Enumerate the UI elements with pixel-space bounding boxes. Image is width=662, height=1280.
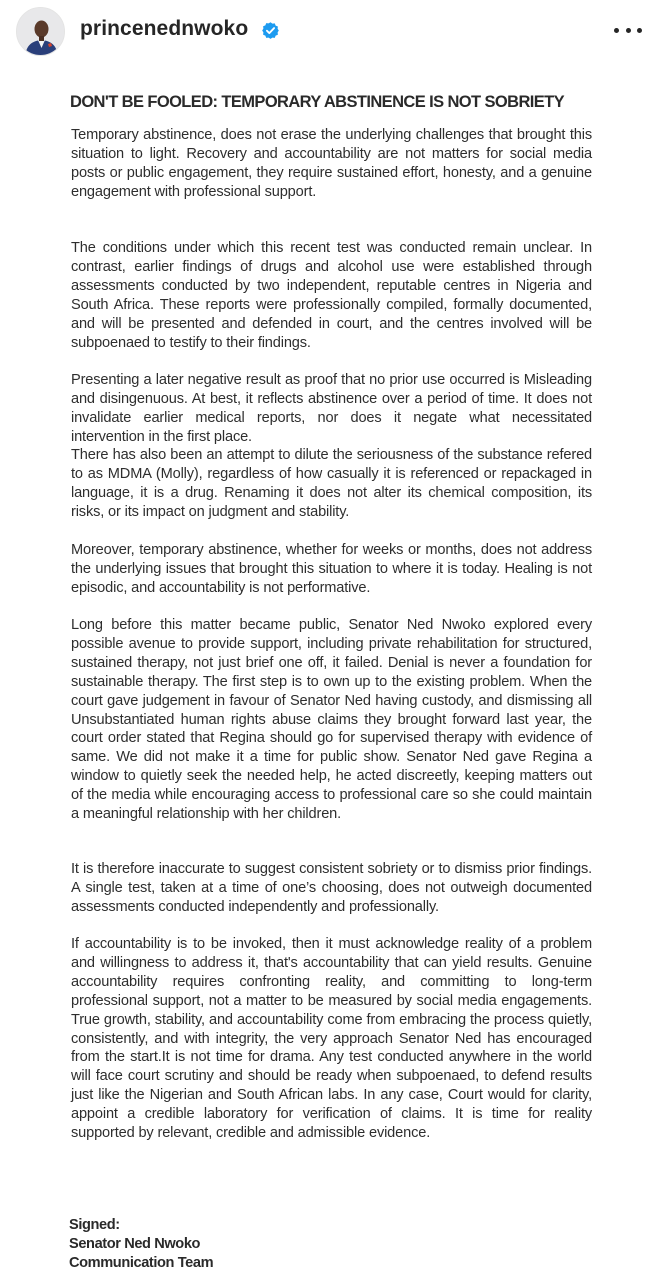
statement-document	[0, 62, 662, 1280]
signature-block	[69, 1216, 213, 1273]
paragraph: Moreover, temporary abstinence, whether for weeks or months, does not address the underlying issues that brought this situation to where it is today. Healing is not episodic, and accountability is not performative.	[71, 542, 592, 596]
paragraph: Presenting a later negative result as proof that no prior use occurred is Misleading and disingenuous. At best, it reflects abstinence over a period of time. It does not invalidate earlier medical reports, nor does it negate what necessitated intervention in the first place.	[71, 372, 592, 445]
more-horizontal-icon	[637, 28, 642, 33]
paragraph: If accountability is to be invoked, then it must acknowledge reality of a problem and willingness to address it, that's accountability that can yield results. Genuine accountability requires confronting reality, and committing to long-term professional support, not a matter to be measured by social media engagements. True growth, stability, and accountability come from embracing the process quietly, consistently, and with integrity, the very approach Senator Ned has encouraged from the start.It is not time for drama. Any test conducted anywhere in the world will face court scrutiny and should be ready when subpoenaed, to defend results just like the Nigerian and South African labs. In any case, Court would for clarity, appoint a credible laboratory for verification of claims. It is time for reality supported by relevant, credible and admissible evidence.	[71, 936, 592, 1142]
more-horizontal-icon	[626, 28, 631, 33]
paragraph: Temporary abstinence, does not erase the underlying challenges that brought this situation to light. Recovery and accountability are not matters for social media posts or public engagement, they require sustained effort, honesty, and a genuine engagement with professional support.	[71, 127, 592, 200]
verified-badge-icon	[261, 21, 280, 40]
document-title: DON'T BE FOOLED: TEMPORARY ABSTINENCE IS NOT SOBRIETY	[70, 93, 565, 111]
signature-team: Communication Team	[69, 1254, 214, 1271]
more-horizontal-icon	[614, 28, 619, 33]
paragraph: There has also been an attempt to dilute the seriousness of the substance refered to as MDMA (Molly), regardless of how casually it is referenced or repackaged in language, it is a drug. Renaming it does not alter its chemical composition, its risks, or its impact on judgment and stability.	[71, 447, 592, 520]
signature-name: Senator Ned Nwoko	[69, 1235, 201, 1252]
post-header	[0, 0, 662, 62]
profile-photo-icon	[17, 8, 65, 56]
username[interactable]: princenednwoko	[80, 17, 249, 40]
paragraph: It is therefore inaccurate to suggest consistent sobriety or to dismiss prior findings. A single test, taken at a time of one’s choosing, does not outweigh documented assessments conducted independently and professionally.	[71, 861, 592, 915]
avatar[interactable]	[16, 7, 65, 56]
paragraph: The conditions under which this recent test was conducted remain unclear. In contrast, earlier findings of drugs and alcohol use were established through assessments conducted by two independent, reputable centres in Nigeria and South Africa. These reports were professionally compiled, formally documented, and will be presented and defended in court, and the centres involved will be subpoenaed to testify to their findings.	[71, 240, 592, 351]
more-options-button[interactable]	[614, 18, 642, 42]
paragraph: Long before this matter became public, Senator Ned Nwoko explored every possible avenue to provide support, including private rehabilitation for structured, sustained therapy, not just brief one off, it failed. Denial is never a foundation for sustainable therapy. The first step is to own up to the existing problem. When the court gave judgement in favour of Senator Ned having custody, and dismissing all Unsubstantiated human rights abuse claims they brought forward last year, the court order stated that Regina should go for supervised therapy with evidence of same. We did not make it a time for public show. Senator Ned gave Regina a window to quietly seek the needed help, he acted discreetly, keeping matters out of the media while encouraging access to professional care so she could maintain a meaningful relationship with her children.	[71, 617, 592, 823]
signature-label: Signed:	[69, 1217, 120, 1233]
